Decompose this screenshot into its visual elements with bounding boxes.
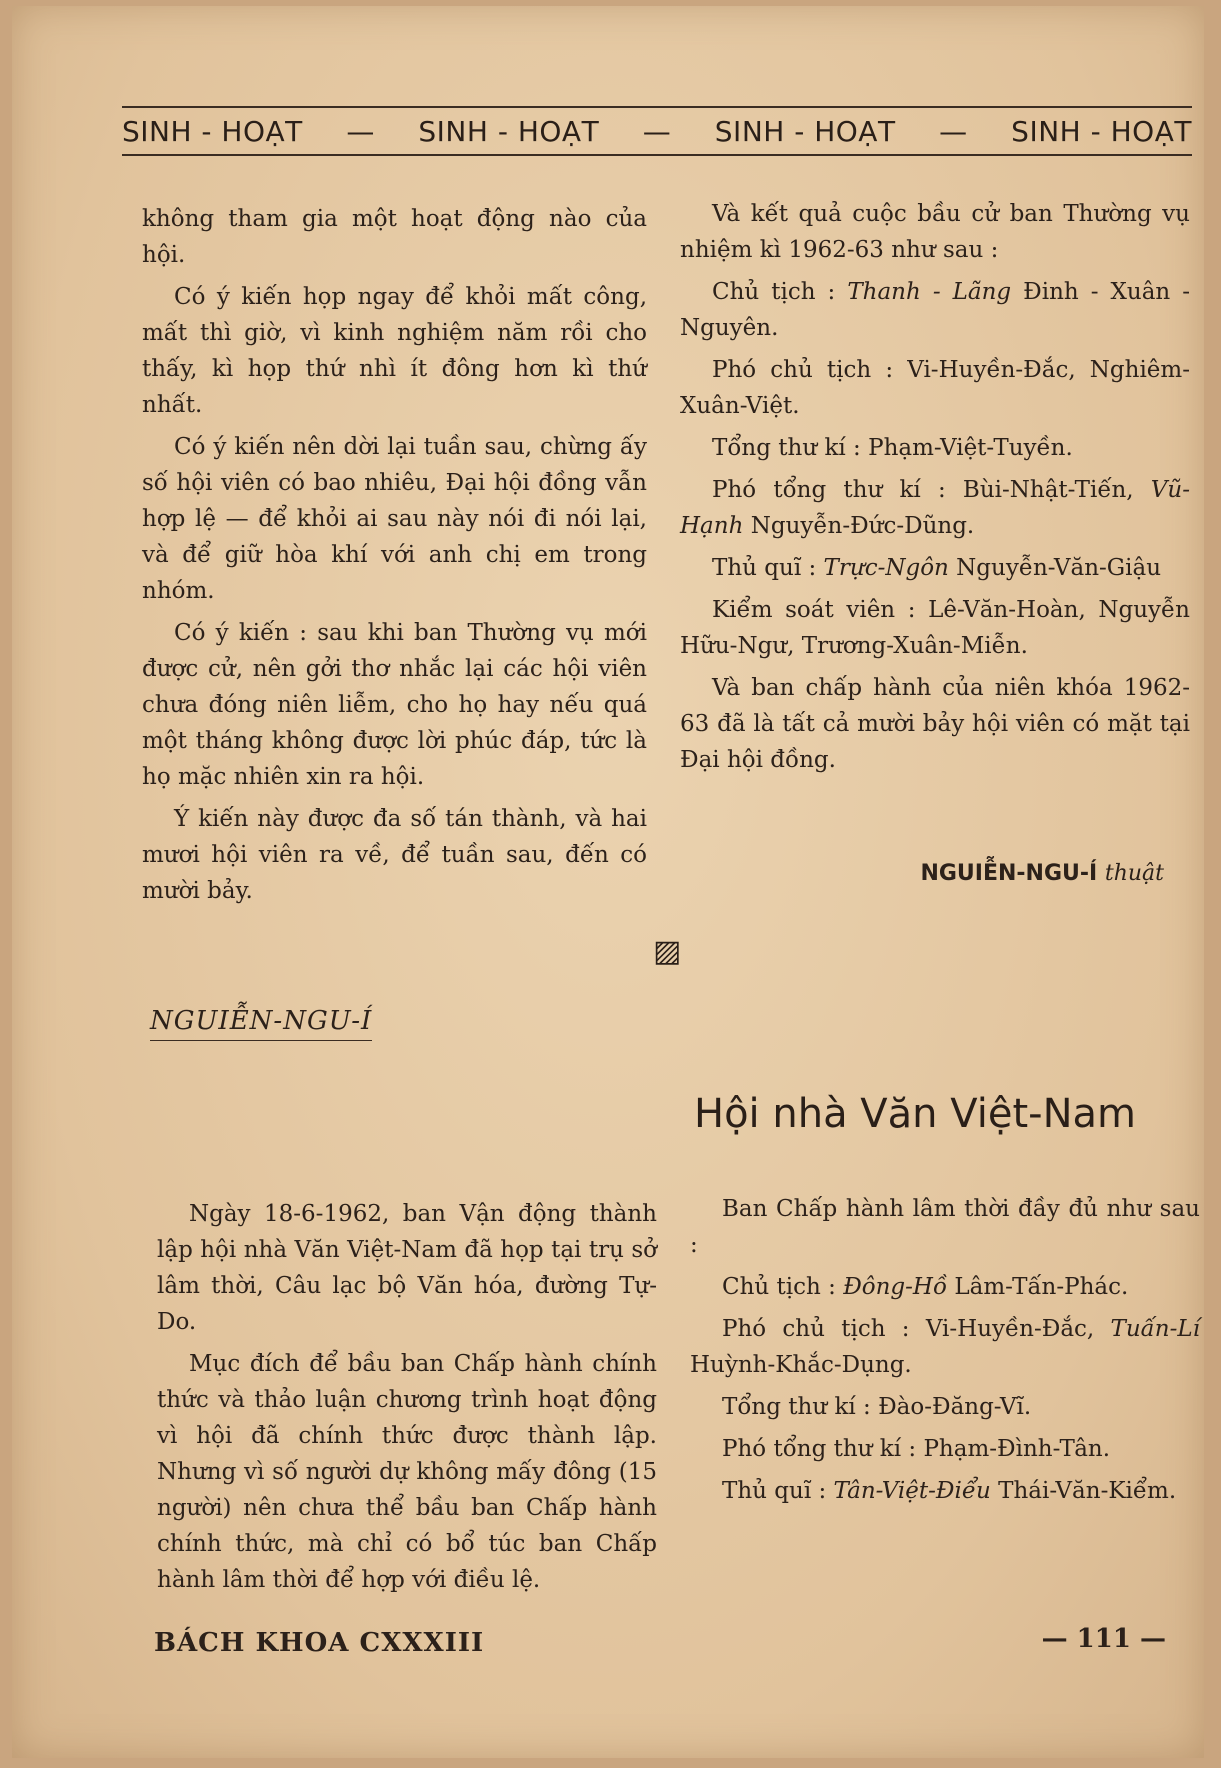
paragraph (680, 550, 1190, 586)
paragraph (690, 1473, 1200, 1509)
pen-name: Tân-Việt-Điểu (833, 1478, 991, 1504)
paragraph: Có ý kiến họp ngay để khỏi mất công, mất thì giờ, vì kinh nghiệm năm rồi cho thấy, kì họp thứ nhì ít đông hơn kì thứ nhất. (142, 284, 647, 418)
role-label: Phó chủ tịch : Vi-Huyền-Đắc, (722, 1316, 1111, 1342)
paragraph: Ban Chấp hành lâm thời đầy đủ như sau : (690, 1196, 1200, 1258)
role-label: Phó tổng thư kí : Bùi-Nhật-Tiến, (712, 477, 1151, 503)
pen-name: Vũ-Hạnh (680, 477, 1190, 539)
paragraph: Tổng thư kí : Phạm-Việt-Tuyền. (712, 435, 1073, 461)
role-label: Thủ quĩ : (722, 1478, 834, 1504)
paragraph: không tham gia một hoạt động nào của hội. (142, 206, 647, 268)
header-item: SINH - HOẠT (418, 114, 600, 148)
header-dash: — (642, 114, 672, 148)
paragraph: Và ban chấp hành của niên khóa 1962-63 đã là tất cả mười bảy hội viên có mặt tại Đại hội đồng. (680, 675, 1190, 773)
signature-name: NGUIỄN-NGU-Í (920, 861, 1098, 886)
signature-suffix: thuật (1104, 861, 1164, 886)
running-header (122, 106, 1192, 156)
paragraph: Mục đích để bầu ban Chấp hành chính thức và thảo luận chương trình hoạt động vì hội đã chính thức được thành lập. Nhưng vì số người dự không mấy đông (15 người) nên chưa thể bầu ban Chấp hành chính thức, mà chỉ có bổ túc ban Chấp hành lâm thời để hợp với điều lệ. (157, 1351, 657, 1593)
paragraph (680, 472, 1190, 544)
paragraph: Phó tổng thư kí : Phạm-Đình-Tân. (722, 1436, 1111, 1462)
paragraph: Phó chủ tịch : Vi-Huyền-Đắc, Nghiêm-Xuân-Việt. (680, 357, 1190, 419)
paragraph: Có ý kiến nên dời lại tuần sau, chừng ấy số hội viên có bao nhiêu, Đại hội đồng vẫn hợp lệ — để khỏi ai sau này nói đi nói lại, và để giữ hòa khí với anh chị em trong nhóm. (142, 434, 647, 604)
role-label: Chủ tịch : (712, 279, 848, 305)
article-title: Hội nhà Văn Việt-Nam (694, 1091, 1136, 1137)
column-top-left (142, 201, 647, 915)
real-name: Huỳnh-Khắc-Dụng. (690, 1352, 912, 1378)
paragraph: Ý kiến này được đa số tán thành, và hai mươi hội viên ra về, để tuần sau, đến có mười bảy. (142, 806, 647, 904)
header-item: SINH - HOẠT (714, 114, 896, 148)
page (12, 6, 1204, 1758)
header-dash: — (939, 114, 968, 148)
pen-name: Đông-Hồ (843, 1274, 948, 1300)
paragraph: Tổng thư kí : Đào-Đăng-Vĩ. (722, 1394, 1032, 1420)
section-ornament-icon: ▨ (653, 934, 682, 969)
journal-footer: BÁCH KHOA CXXXIII (154, 1628, 485, 1658)
page-number: — 111 — (1041, 1624, 1166, 1654)
real-name: Thái-Văn-Kiểm. (990, 1478, 1177, 1504)
real-name: Đinh - Xuân - Nguyên. (680, 279, 1190, 341)
header-item: SINH - HOẠT (1011, 114, 1192, 148)
paragraph: Và kết quả cuộc bầu cử ban Thường vụ nhiệm kì 1962-63 như sau : (680, 201, 1190, 263)
real-name: Nguyễn-Văn-Giậu (948, 555, 1162, 581)
column-bottom-left (157, 1196, 657, 1604)
paragraph (690, 1269, 1200, 1305)
paragraph (680, 274, 1190, 346)
signature (920, 861, 1164, 886)
author-heading: NGUIỄN-NGU-Í (150, 1006, 372, 1041)
header-item: SINH - HOẠT (122, 114, 303, 148)
paragraph: Có ý kiến : sau khi ban Thường vụ mới được cử, nên gởi thơ nhắc lại các hội viên chưa đóng niên liễm, cho họ hay nếu quá một tháng không được lời phúc đáp, tức là họ mặc nhiên xin ra hội. (142, 620, 647, 790)
real-name: Lâm-Tấn-Phác. (947, 1274, 1129, 1300)
paragraph: Kiểm soát viên : Lê-Văn-Hoàn, Nguyễn Hữu-Ngư, Trương-Xuân-Miễn. (680, 597, 1190, 659)
pen-name: Trực-Ngôn (823, 555, 949, 581)
pen-name: Tuấn-Lí (1110, 1316, 1200, 1342)
header-dash: — (346, 114, 375, 148)
real-name: Nguyễn-Đức-Dũng. (743, 513, 975, 539)
role-label: Chủ tịch : (722, 1274, 844, 1300)
column-bottom-right (690, 1191, 1200, 1515)
column-top-right (680, 196, 1190, 784)
paragraph: Ngày 18-6-1962, ban Vận động thành lập hội nhà Văn Việt-Nam đã họp tại trụ sở lâm thời, Câu lạc bộ Văn hóa, đường Tự-Do. (157, 1201, 657, 1335)
pen-name: Thanh - Lãng (847, 279, 1012, 305)
paragraph (690, 1311, 1200, 1383)
role-label: Thủ quĩ : (712, 555, 824, 581)
